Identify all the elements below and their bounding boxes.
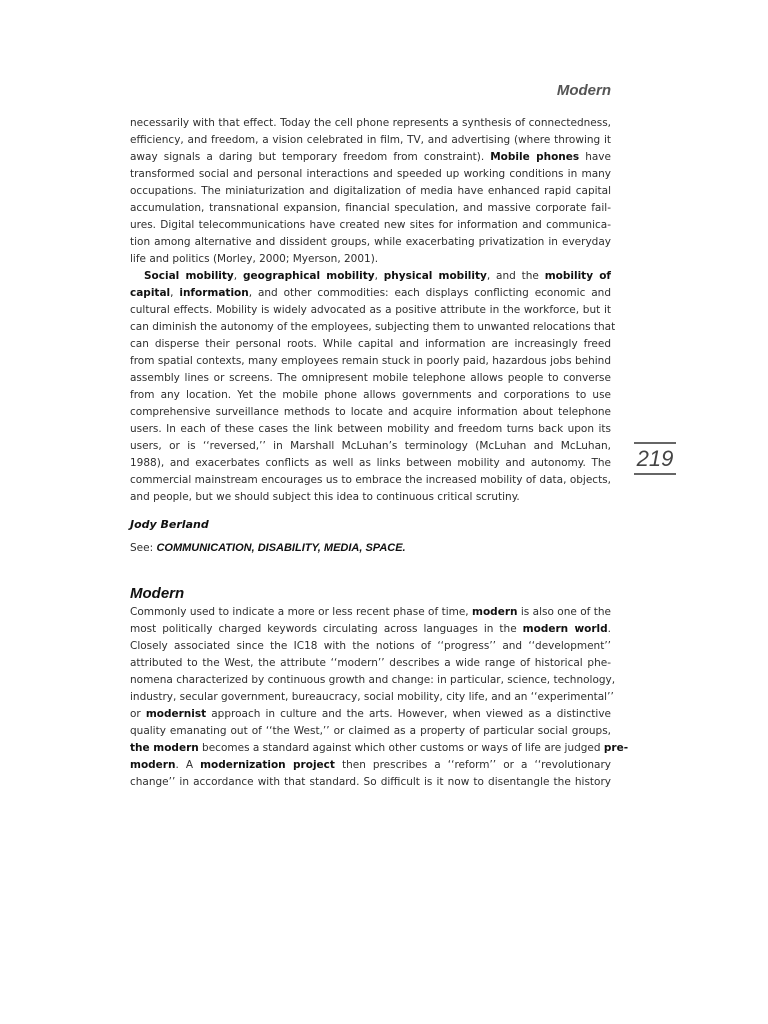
- bold-term: Mobile phones: [490, 151, 580, 163]
- text-line: [130, 353, 611, 370]
- text-line: [130, 774, 611, 791]
- text-line: [130, 268, 611, 285]
- text-line: [130, 183, 611, 200]
- text-run: becomes a standard against which other customs or ways of life are judged: [198, 742, 604, 754]
- bold-term: modern: [472, 606, 518, 618]
- text-line: [130, 757, 611, 774]
- text-run: ures. Digital telecommunications have created new sites for information and communica-: [130, 219, 611, 231]
- mobility-para-1: [130, 115, 611, 268]
- text-line: [130, 285, 611, 302]
- text-run: users. In each of these cases the link between mobility and freedom turns back upon its: [130, 423, 611, 435]
- text-run: ,: [374, 270, 384, 282]
- text-line: [130, 336, 611, 353]
- text-run: most politically charged keywords circulating across languages in the: [130, 623, 523, 635]
- text-line: [130, 149, 611, 166]
- text-run: assembly lines or screens. The omnipresent mobile telephone allows people to converse: [130, 372, 611, 384]
- text-run: ,: [233, 270, 243, 282]
- text-line: [130, 251, 611, 268]
- text-line: [130, 115, 611, 132]
- running-head: Modern: [556, 82, 611, 99]
- text-line: [130, 604, 611, 621]
- text-run: , and other commodities: each displays conflicting economic and: [248, 287, 611, 299]
- text-line: [130, 234, 611, 251]
- text-run: away signals a daring but temporary freedom from constraint).: [130, 151, 491, 163]
- text-line: [130, 421, 611, 438]
- text-run: and people, but we should subject this idea to continuous critical scrutiny.: [130, 491, 520, 503]
- mobility-para-2: [130, 268, 616, 506]
- text-run: ,: [170, 287, 180, 299]
- see-also: [130, 540, 611, 557]
- text-line: [130, 740, 629, 757]
- page-number: 219: [634, 442, 676, 475]
- text-run: industry, secular government, bureaucracy, social mobility, city life, and an ‘‘experimental’’: [130, 691, 614, 703]
- bold-term: geographical mobility: [242, 270, 375, 282]
- text-run: transformed social and personal interactions and speeded up working conditions in many: [130, 168, 611, 180]
- text-run: nomena characterized by continuous growth and change: in particular, science, technology,: [130, 674, 616, 686]
- text-run: attributed to the West, the attribute ‘‘modern’’ describes a wide range of historical phe-: [130, 657, 611, 669]
- text-run: or: [130, 708, 146, 720]
- text-line: [130, 472, 611, 489]
- text-run: necessarily with that effect. Today the cell phone represents a synthesis of connectedness,: [130, 117, 611, 129]
- text-run: 1988), and exacerbates conflicts as well as links between mobility and autonomy. The: [130, 457, 611, 469]
- bold-term: modern: [130, 759, 176, 771]
- text-run: Closely associated since the IC18 with the notions of ‘‘progress’’ and ‘‘development’’: [130, 640, 611, 652]
- text-run: from spatial contexts, many employees remain stuck in poorly paid, hazardous jobs behind: [130, 355, 611, 367]
- text-line: [130, 706, 611, 723]
- text-run: accumulation, transnational expansion, financial speculation, and massive corporate fail-: [130, 202, 611, 214]
- text-run: users, or is ‘‘reversed,’’ in Marshall McLuhan’s terminology (McLuhan and McLuhan,: [130, 440, 611, 452]
- text-run: .: [607, 623, 611, 635]
- text-line: [130, 370, 611, 387]
- text-line: [130, 489, 611, 506]
- text-line: [130, 387, 611, 404]
- text-run: have: [579, 151, 611, 163]
- bold-term: modernization project: [200, 759, 335, 771]
- text-line: [130, 132, 611, 149]
- text-line: [130, 200, 611, 217]
- entry-title-modern: Modern: [130, 585, 185, 602]
- bold-term: mobility of: [544, 270, 611, 282]
- see-also-references: COMMUNICATION, DISABILITY, MEDIA, SPACE.: [156, 542, 406, 554]
- text-line: [130, 166, 611, 183]
- text-run: quality emanating out of ‘‘the West,’’ or claimed as a property of particular social groups,: [130, 725, 611, 737]
- text-run: comprehensive surveillance methods to locate and acquire information about telephone: [130, 406, 611, 418]
- text-run: . A: [175, 759, 201, 771]
- text-run: then prescribes a ‘‘reform’’ or a ‘‘revolutionary: [334, 759, 612, 771]
- bold-term: Social mobility: [144, 270, 234, 282]
- text-run: commercial mainstream encourages us to embrace the increased mobility of data, objects,: [130, 474, 611, 486]
- text-run: can diminish the autonomy of the employees, subjecting them to unwanted relocations that: [130, 321, 616, 333]
- text-line: [130, 455, 611, 472]
- bold-term: capital: [130, 287, 171, 299]
- text-line: [130, 217, 611, 234]
- bold-term: the modern: [130, 742, 199, 754]
- bold-term: physical mobility: [383, 270, 487, 282]
- text-line: [130, 404, 611, 421]
- bold-term: modernist: [145, 708, 207, 720]
- bold-term: information: [179, 287, 249, 299]
- text-run: is also one of the: [517, 606, 611, 618]
- see-also-label: See:: [130, 542, 157, 554]
- text-run: change’’ in accordance with that standard. So difficult is it now to disentangle the history: [130, 776, 611, 788]
- author-signature: Jody Berland: [130, 518, 209, 531]
- text-run: , and the: [486, 270, 545, 282]
- text-run: from any location. Yet the mobile phone allows governments and corporations to use: [130, 389, 611, 401]
- text-line: [130, 438, 611, 455]
- text-line: [130, 655, 611, 672]
- text-line: [130, 672, 616, 689]
- text-run: occupations. The miniaturization and digitalization of media have enhanced rapid capital: [130, 185, 611, 197]
- text-line: [130, 723, 611, 740]
- text-run: cultural effects. Mobility is widely advocated as a positive attribute in the workforce, but it: [130, 304, 611, 316]
- text-line: [130, 689, 614, 706]
- text-line: [130, 319, 616, 336]
- text-line: [130, 621, 611, 638]
- bold-term: modern world: [522, 623, 608, 635]
- text-run: can disperse their personal roots. While capital and information are increasingly freed: [130, 338, 611, 350]
- modern-para-1: [130, 604, 629, 791]
- text-run: Commonly used to indicate a more or less recent phase of time,: [130, 606, 473, 618]
- text-run: life and politics (Morley, 2000; Myerson, 2001).: [130, 253, 379, 265]
- text-line: [130, 638, 611, 655]
- text-run: tion among alternative and dissident groups, while exacerbating privatization in everyday: [130, 236, 611, 248]
- text-line: [130, 302, 611, 319]
- text-run: efficiency, and freedom, a vision celebrated in film, TV, and advertising (where throwing it: [130, 134, 611, 146]
- bold-term: pre-: [603, 742, 629, 754]
- text-run: approach in culture and the arts. However, when viewed as a distinctive: [206, 708, 611, 720]
- text-column: [130, 115, 629, 791]
